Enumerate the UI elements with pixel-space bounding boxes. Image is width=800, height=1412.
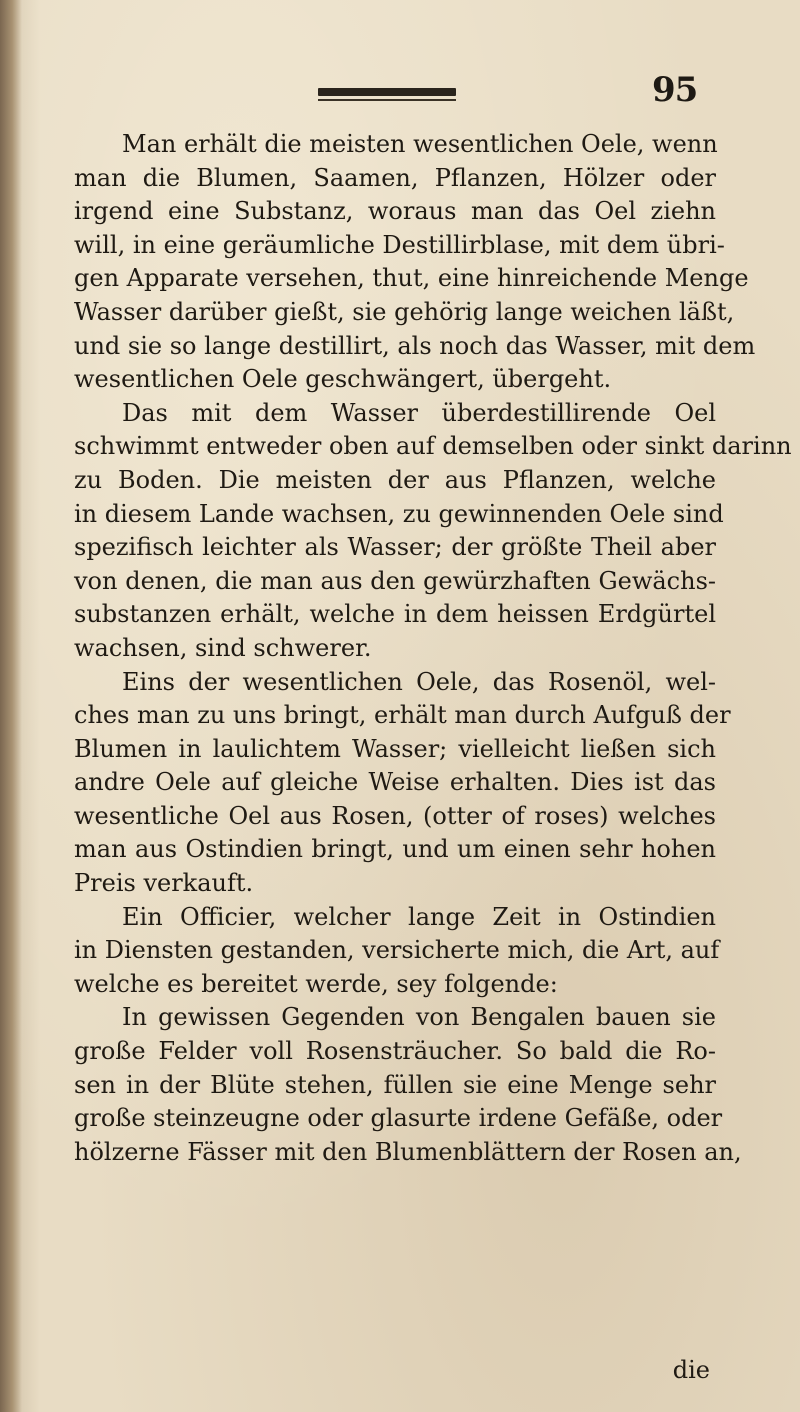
text-line: in Diensten gestanden, versicherte mich, die Art, auf [74,936,720,965]
text-line: Man erhält die meisten wesentlichen Oele, wenn [122,130,718,158]
text-line: zu Boden. Die meisten der aus Pflanzen, welche [74,465,716,494]
text-line: hölzerne Fässer mit den Blumenblättern der Rosen an, [74,1137,742,1166]
text-line: Preis verkauft. [74,869,254,898]
text-line: Blumen in laulichtem Wasser; vielleicht ließen sich [74,734,716,763]
text-line: man die Blumen, Saamen, Pflanzen, Hölzer oder [74,163,716,192]
text-line: große steinzeugne oder glasurte irdene Gefäße, oder [74,1104,723,1133]
text-line: wesentliche Oel aus Rosen, (otter of roses) welches [74,801,716,830]
text-line: Das mit dem Wasser überdestillirende Oel [122,398,716,427]
text-line: Ein Officier, welcher lange Zeit in Ostindien [122,902,716,931]
text-line: will, in eine geräumliche Destillirblase, mit dem übri- [74,230,725,259]
text-line: Wasser darüber gießt, sie gehörig lange weichen läßt, [74,297,735,326]
header-rule [318,88,456,96]
text-line: ches man zu uns bringt, erhält man durch Aufguß der [74,701,731,730]
text-line: man aus Ostindien bringt, und um einen sehr hohen [74,835,716,864]
text-line: irgend eine Substanz, woraus man das Oel ziehn [74,197,716,226]
text-line: von denen, die man aus den gewürzhaften Gewächs- [74,566,716,595]
text-line: große Felder voll Rosensträucher. So bald die Ro- [74,1037,716,1066]
text-line: welche es bereitet werde, sey folgende: [74,969,558,998]
text-line: In gewissen Gegenden von Bengalen bauen sie [122,1003,716,1032]
catchword: die [672,1356,710,1384]
text-line: Eins der wesentlichen Oele, das Rosenöl, wel- [122,667,716,696]
text-line: andre Oele auf gleiche Weise erhalten. Dies ist das [74,768,716,797]
body-text [74,128,792,1169]
text-line: substanzen erhält, welche in dem heissen Erdgürtel [74,600,716,629]
page-spine-shadow [0,0,22,1412]
text-line: schwimmt entweder oben auf demselben oder sinkt darinn [74,432,792,461]
text-line: spezifisch leichter als Wasser; der größte Theil aber [74,533,716,562]
text-line: sen in der Blüte stehen, füllen sie eine Menge sehr [74,1070,716,1099]
text-line: und sie so lange destillirt, als noch das Wasser, mit dem [74,331,756,360]
text-line: wachsen, sind schwerer. [74,633,372,662]
text-line: wesentlichen Oele geschwängert, übergeht. [74,365,612,394]
text-line: in diesem Lande wachsen, zu gewinnenden Oele sind [74,499,724,528]
page-number: 95 [652,70,698,110]
text-line: gen Apparate versehen, thut, eine hinreichende Menge [74,264,749,293]
